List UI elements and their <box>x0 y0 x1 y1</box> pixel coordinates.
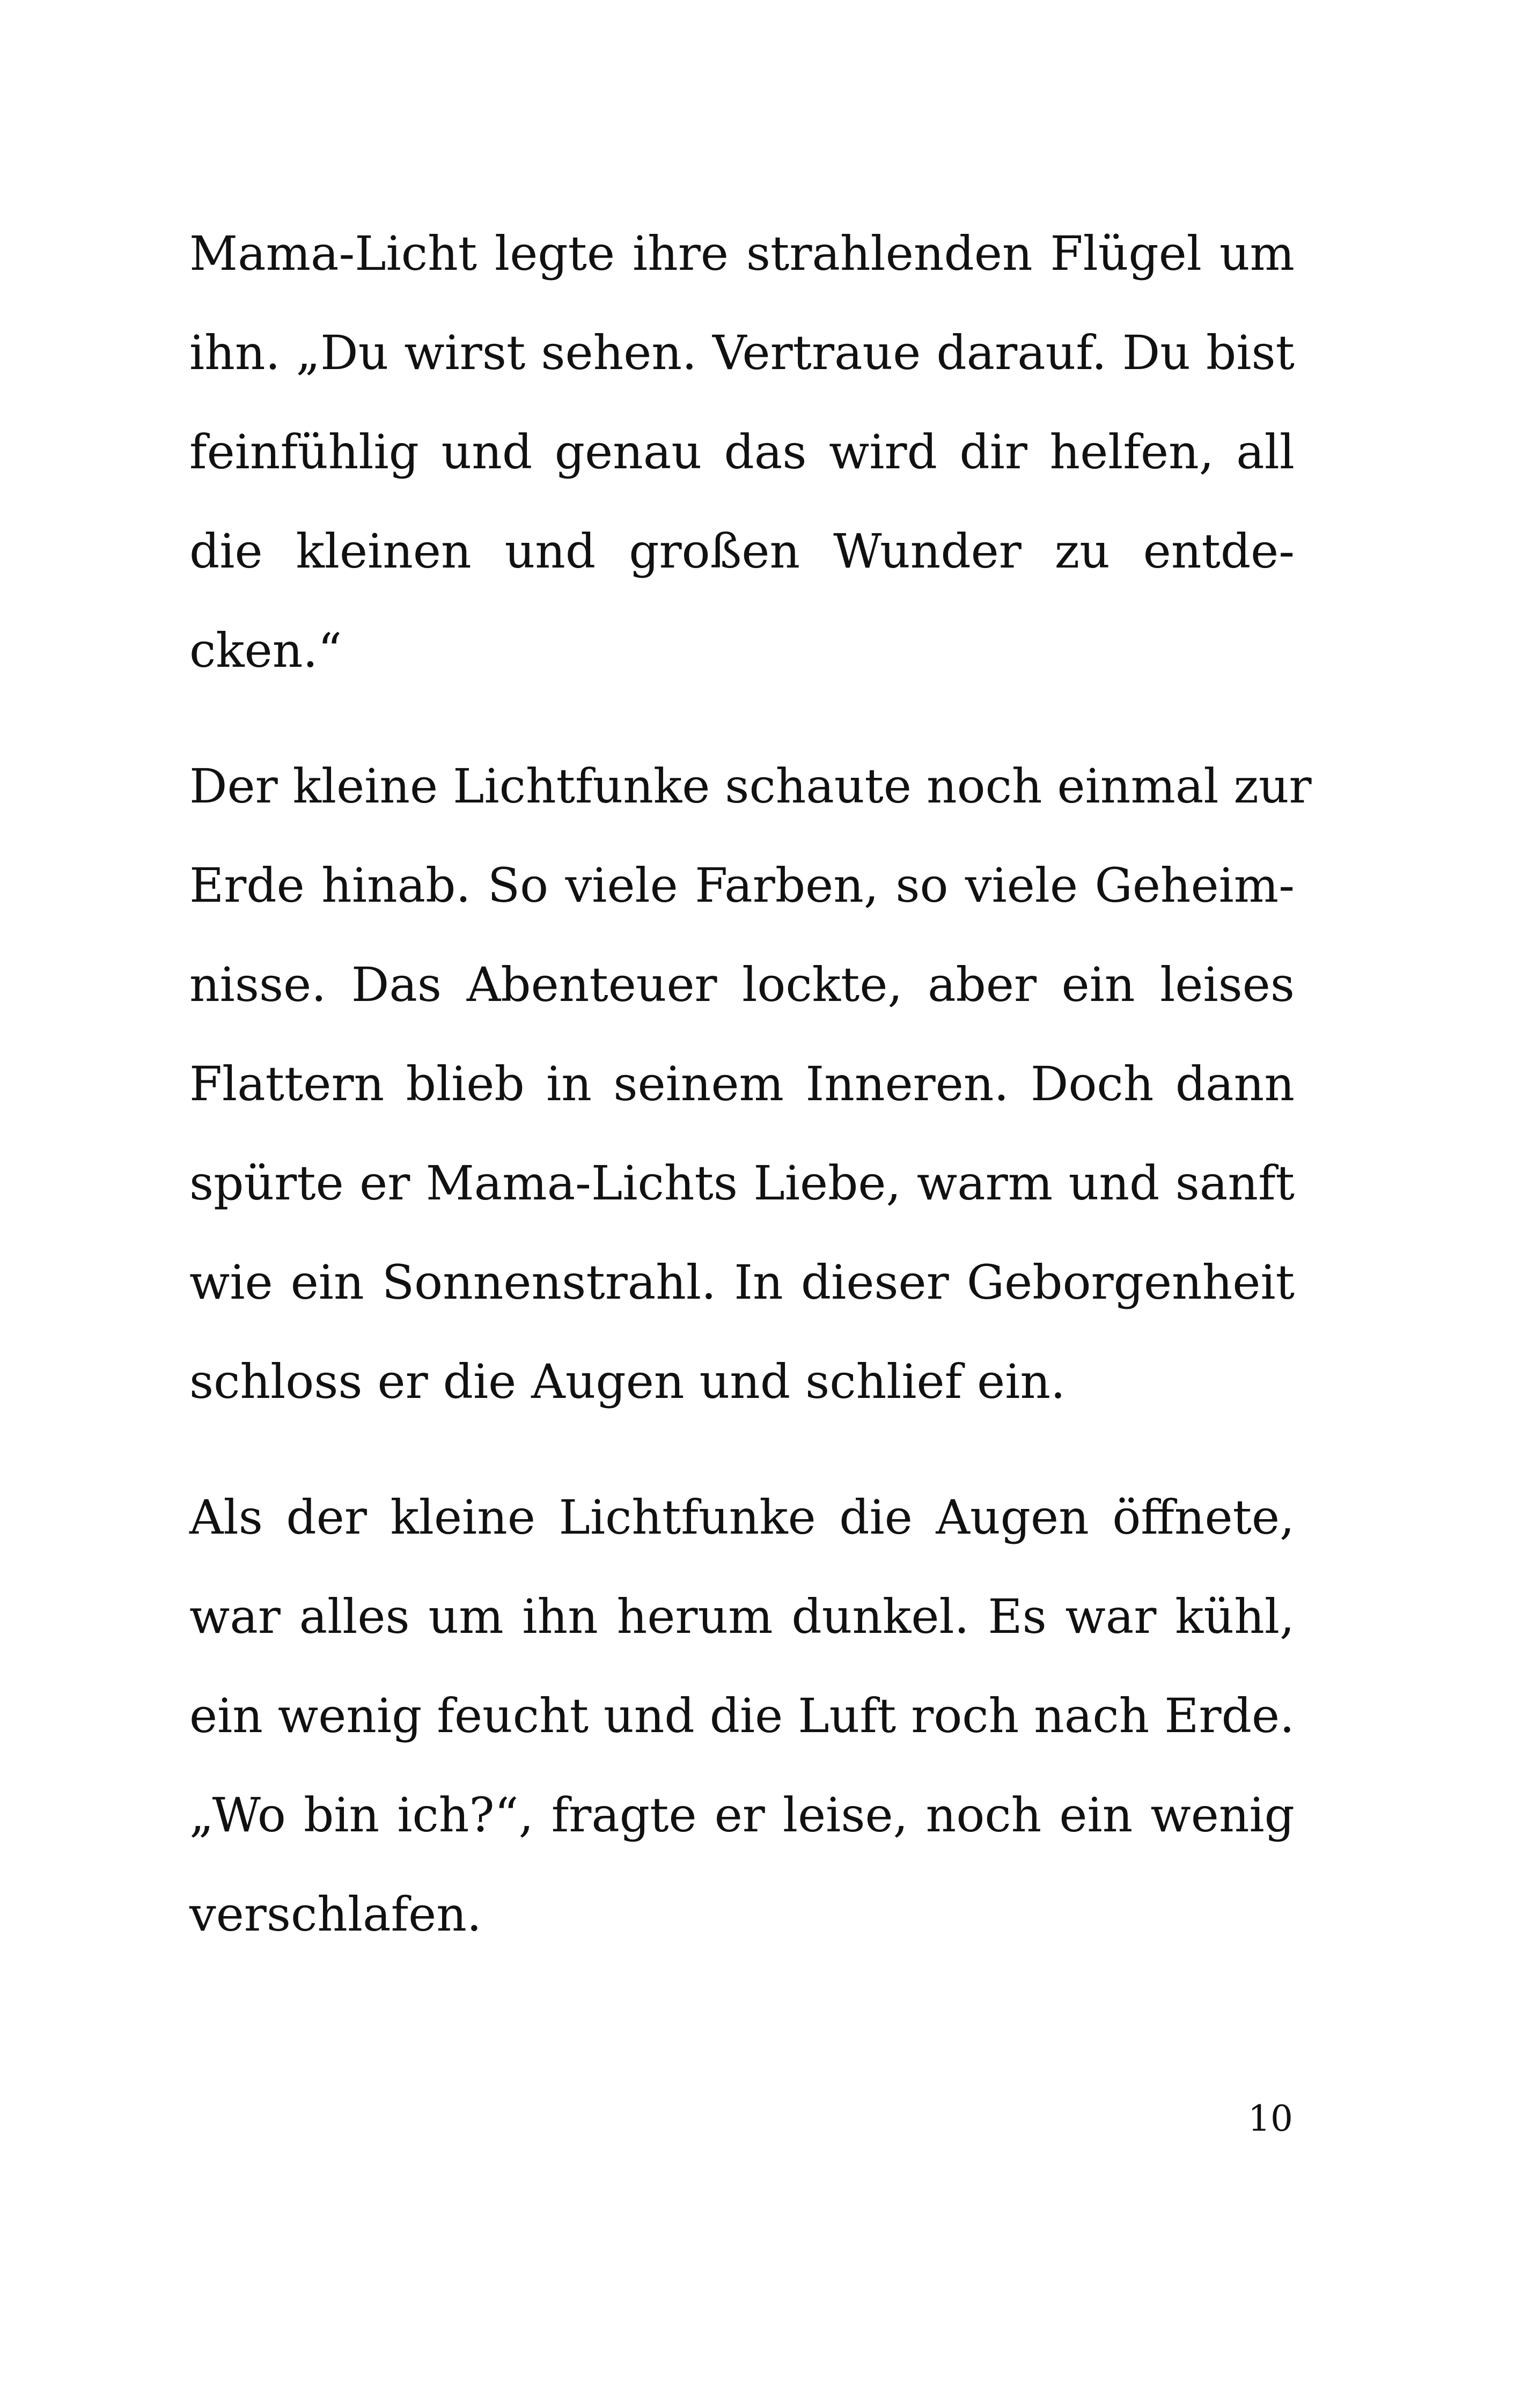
text-line: wie ein Sonnenstrahl. In dieser Geborgenheit <box>189 1255 1295 1310</box>
text-line: war alles um ihn herum dunkel. Es war kühl, <box>189 1589 1295 1644</box>
text-line: schloss er die Augen und schlief ein. <box>189 1354 1066 1409</box>
text-line: „Wo bin ich?“, fragte er leise, noch ein wenig <box>189 1787 1295 1843</box>
text-line: cken.“ <box>189 623 342 678</box>
text-line: verschlafen. <box>189 1887 482 1942</box>
body-text <box>189 204 1312 2000</box>
paragraph-2 <box>189 737 1312 1431</box>
text-line: Mama-Licht legte ihre strahlenden Flügel um <box>189 226 1295 281</box>
text-line: nisse. Das Abenteuer lockte, aber ein leises <box>189 957 1295 1012</box>
text-line: die kleinen und großen Wunder zu entde- <box>189 524 1295 579</box>
text-line: ein wenig feucht und die Luft roch nach Erde. <box>189 1688 1295 1743</box>
text-line: Erde hinab. So viele Farben, so viele Geheim- <box>189 858 1295 913</box>
text-line: feinfühlig und genau das wird dir helfen, all <box>189 424 1295 480</box>
text-line: Der kleine Lichtfunke schaute noch einmal zur <box>189 759 1312 814</box>
text-line: ihn. „Du wirst sehen. Vertraue darauf. Du bist <box>189 325 1295 380</box>
page-number: 10 <box>1248 2098 1293 2139</box>
paragraph-3 <box>189 1468 1295 1964</box>
text-line: Flattern blieb in seinem Inneren. Doch dann <box>189 1056 1295 1111</box>
paragraph-1 <box>189 204 1295 700</box>
text-line: Als der kleine Lichtfunke die Augen öffnete, <box>189 1490 1295 1545</box>
text-line: spürte er Mama-Lichts Liebe, warm und sanft <box>189 1155 1295 1211</box>
